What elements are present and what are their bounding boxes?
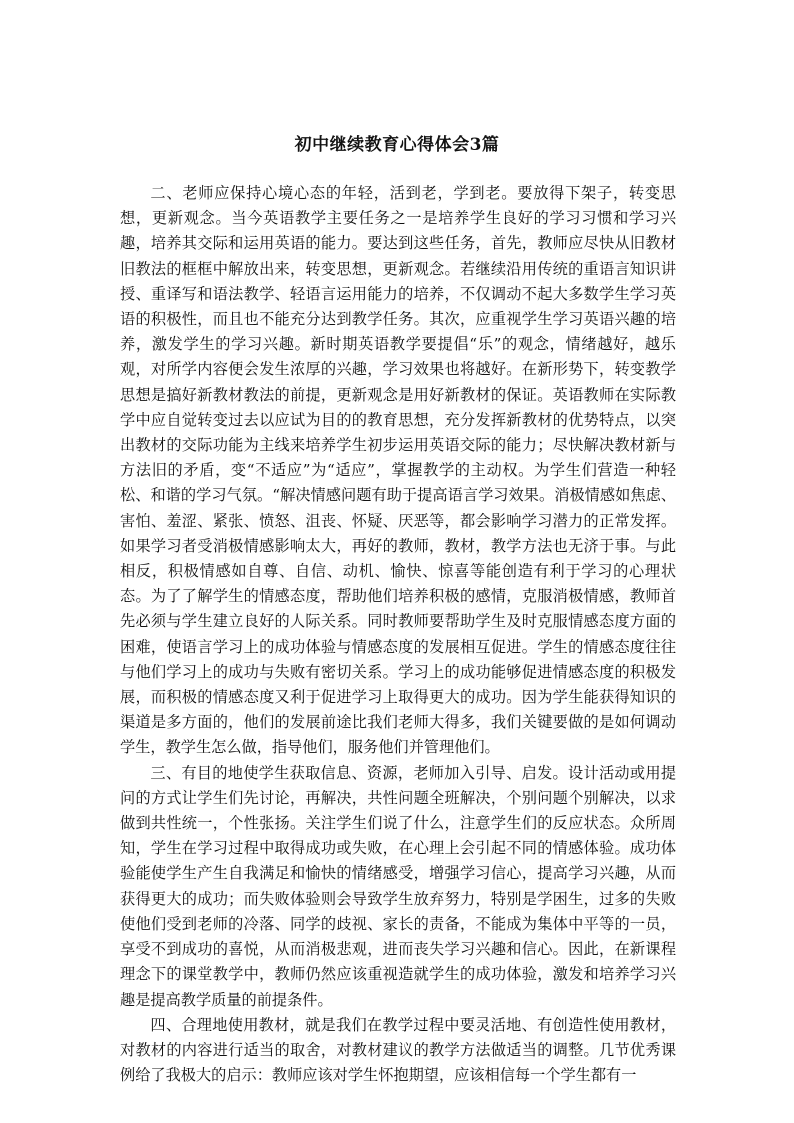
paragraph-2: 二、老师应保持心境心态的年轻，活到老，学到老。要放得下架子，转变思想，更新观念。当今英语教学主要任务之一是培养学生良好的学习习惯和学习兴趣，培养其交际和运用英语的能力。要达到这些任务，首先，教师应尽快从旧教材旧教法的框框中解放出来，转变思想，更新观念。若继续沿用传统的重语言知识讲授、重译写和语法教学、轻语言运用能力的培养，不仅调动不起大多数学生学习英语的积极性，而且也不能充分达到教学任务。其次，应重视学生学习英语兴趣的培养，激发学生的学习兴趣。新时期英语教学要提倡“乐”的观念，情绪越好，越乐观，对所学内容便会发生浓厚的兴趣，学习效果也将越好。在新形势下，转变教学思想是搞好新教材教法的前提，更新观念是用好新教材的保证。英语教师在实际教学中应自觉转变过去以应试为目的的教育思想，充分发挥新教材的优势特点，以突出教材的交际功能为主线来培养学生初步运用英语交际的能力；尽快解决教材新与方法旧的矛盾，变“不适应”为“适应”，掌握教学的主动权。为学生们营造一种轻松、和谐的学习气氛。“解决情感问题有助于提高语言学习效果。消极情感如焦虑、害怕、羞涩、紧张、愤怒、沮丧、怀疑、厌恶等，都会影响学习潜力的正常发挥。如果学习者受消极情感影响太大，再好的教师，教材，教学方法也无济于事。与此相反，积极情感如自尊、自信、动机、愉快、惊喜等能创造有利于学习的心理状态。为了了解学生的情感态度，帮助他们培养积极的感情，克服消极情感，教师首先必须与学生建立良好的人际关系。同时教师要帮助学生及时克服情感态度方面的困难，使语言学习上的成功体验与情感态度的发展相互促进。学生的情感态度往往与他们学习上的成功与失败有密切关系。学习上的成功能够促进情感态度的积极发展，而积极的情感态度又利于促进学习上取得更大的成功。因为学生能获得知识的渠道是多方面的，他们的发展前途比我们老师大得多，我们关键要做的是如何调动学生，教学生怎么做，指导他们，服务他们并管理他们。 <box>120 184 676 757</box>
paragraph-4: 四、合理地使用教材，就是我们在教学过程中要灵活地、有创造性使用教材，对教材的内容进行适当的取舍，对教材建议的教学方法做适当的调整。几节优秀课例给了我极大的启示：教师应该对学生怀抱期望，应该相信每一个学生都有一 <box>120 1015 676 1085</box>
document-title: 初中继续教育心得体会3篇 <box>294 135 500 155</box>
paragraph-3: 三、有目的地使学生获取信息、资源，老师加入引导、启发。设计活动或用提问的方式让学生们先讨论，再解决，共性问题全班解决，个别问题个别解决，以求做到共性统一，个性张扬。关注学生们说了什么，注意学生们的反应状态。众所周知，学生在学习过程中取得成功或失败，在心理上会引起不同的情感体验。成功体验能使学生产生自我满足和愉快的情绪感受，增强学习信心，提高学习兴趣，从而获得更大的成功；而失败体验则会导致学生放弃努力，特别是学困生，过多的失败使他们受到老师的冷落、同学的歧视、家长的责备，不能成为集体中平等的一员，享受不到成功的喜悦，从而消极悲观，进而丧失学习兴趣和信心。因此，在新课程理念下的课堂教学中，教师仍然应该重视造就学生的成功体验，激发和培养学习兴趣是提高教学质量的前提条件。 <box>120 763 676 1009</box>
document-body <box>120 181 676 1088</box>
